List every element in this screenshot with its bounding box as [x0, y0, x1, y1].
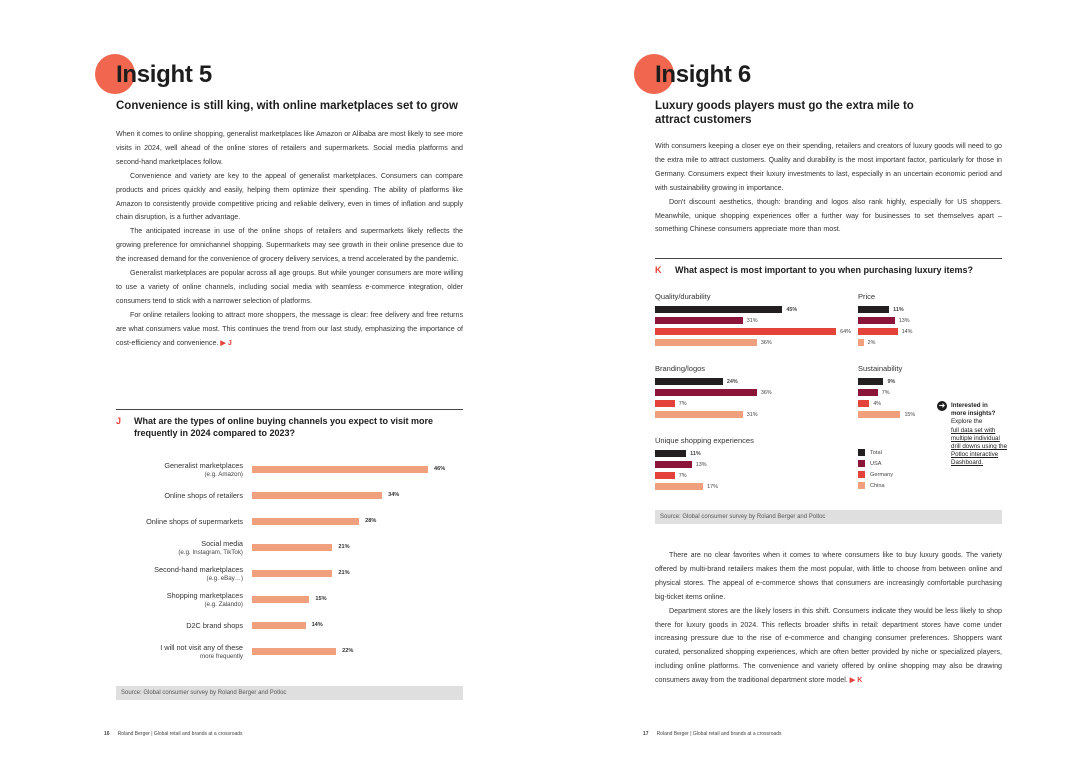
bar — [655, 411, 743, 418]
legend-label: Total — [870, 450, 882, 456]
value-label: 45% — [786, 307, 798, 313]
paragraph: For online retailers looking to attract more shoppers, the message is clear: free delivery and free returns are what consumers value most. This continues the trend from our last study, emphasizing the importance of cost-efficiency and convenience. — [116, 310, 463, 347]
value-label: 31% — [746, 412, 758, 418]
legend-swatch — [858, 449, 865, 456]
legend-swatch — [858, 460, 865, 467]
legend-item — [858, 471, 893, 479]
category-sublabel: (e.g. Zalando) — [204, 601, 243, 608]
category-label: Online shops of retailers — [164, 491, 243, 500]
value-label: 46% — [434, 466, 446, 472]
value-label: 11% — [893, 307, 904, 313]
paragraph: Don't discount aesthetics, though: branding and logos also rank highly, especially for US shoppers. Meanwhile, unique shopping experiences offer a further way for businesses to set themselves apart – something Chinese consumers appreciate more than most. — [655, 197, 1002, 234]
panel-title: Branding/logos — [655, 364, 706, 373]
legend-label: USA — [870, 461, 882, 467]
bar — [655, 306, 782, 313]
chart-source: Source: Global consumer survey by Roland Berger and Potloc — [116, 686, 463, 700]
cta-line: Explore the — [951, 418, 983, 426]
value-label: 34% — [388, 492, 400, 498]
body-text — [655, 549, 1002, 688]
chart-letter: J — [116, 416, 122, 426]
value-label: 9% — [887, 379, 896, 385]
paragraph: The anticipated increase in use of the online shops of retailers and supermarkets likely reflects the growing preference for omnichannel shopping. Supermarkets may see growth in their online presence due to the increased demand for the convenience of grocery delivery services, a trend accelerated by the pandemic. — [116, 227, 463, 264]
cta-line: Interested in — [951, 402, 988, 409]
legend-swatch — [858, 482, 865, 489]
value-label: 2% — [867, 340, 876, 346]
paragraph: With consumers keeping a closer eye on their spending, retailers and creators of luxury goods will need to go the extra mile to attract customers. Quality and durability is the most important factor, particularly for those in Germany. Consumers expect their luxury investments to last, especially in an uncertain economic period and with sustainability growing in importance. — [655, 142, 1002, 192]
legend-label: China — [870, 483, 885, 489]
category-label: Second-hand marketplaces (e.g. eBay…) — [83, 565, 243, 583]
value-label: 21% — [338, 570, 350, 576]
chart-reference-link[interactable]: ▶ J — [220, 338, 232, 347]
page-number: 17 — [643, 731, 649, 737]
chart-source: Source: Global consumer survey by Roland Berger and Potloc — [655, 510, 1002, 524]
value-label: 14% — [311, 622, 323, 628]
value-label: 64% — [840, 329, 851, 335]
bar — [655, 450, 686, 457]
legend-item — [858, 449, 882, 457]
bar — [655, 389, 757, 396]
page-number: 16 — [104, 731, 110, 737]
cta-line: more insights? — [951, 410, 996, 418]
page-subtitle: Luxury goods players must go the extra mile to attract customers — [655, 100, 914, 126]
insight-title: Insight 6 — [655, 61, 751, 88]
category-sublabel: (e.g. eBay…) — [206, 575, 243, 582]
bar — [858, 317, 895, 324]
bar — [655, 328, 836, 335]
bar — [858, 339, 864, 346]
value-label: 15% — [904, 412, 916, 418]
value-label: 31% — [746, 318, 758, 324]
category-label: Social media (e.g. Instagram, TikTok) — [83, 539, 243, 557]
bar — [655, 483, 703, 490]
value-label: 22% — [342, 648, 354, 654]
category-label: Shopping marketplaces (e.g. Zalando) — [83, 591, 243, 609]
chart-letter: K — [655, 265, 662, 275]
bar — [655, 472, 675, 479]
paragraph: Generalist marketplaces are popular across all age groups. But while younger consumers are more willing to use a variety of online channels, including social media with seamless e-commerce integration, older consumers tend to stick with a narrower selection of platforms. — [116, 269, 463, 305]
bar — [655, 400, 675, 407]
panel-title: Sustainability — [858, 364, 903, 373]
legend-swatch — [858, 471, 865, 478]
bar — [858, 411, 900, 418]
paragraph: There are no clear favorites when it comes to where consumers like to buy luxury goods. The variety offered by multi-brand retailers makes them the most popular, with little to choose from between online and physical stores. The appeal of e-commerce shows that consumers are increasingly comfortable purchasing big-ticket items online. — [655, 551, 1002, 601]
value-label: 36% — [760, 340, 772, 346]
category-sublabel: (e.g. Instagram, TikTok) — [178, 549, 243, 556]
bar — [655, 461, 692, 468]
category-sublabel: more frequently — [200, 653, 243, 660]
chart-title: What are the types of online buying channels you expect to visit more frequently in 2024 compared to 2023? — [134, 416, 434, 438]
value-label: 7% — [881, 390, 890, 396]
chart-title: What aspect is most important to you when purchasing luxury items? — [675, 265, 974, 275]
value-label: 21% — [338, 544, 350, 550]
value-label: 36% — [760, 390, 772, 396]
dashboard-link[interactable]: full data set with multiple individual drill downs using the Potloc interactive Dashboard. — [951, 426, 1008, 467]
page-subtitle: Convenience is still king, with online marketplaces set to grow — [116, 100, 458, 112]
paragraph: Department stores are the likely losers in this shift. Consumers indicate they would be less likely to shop there for luxury goods in 2024. This reflects broader shifts in retail: department stores have come under increasing pressure due to the rise of e-commerce and changing consumer preferences. Shoppers want curated, personalized shopping experiences, which are often better provided by niche or specialized players, including online platforms. The convenience and variety offered by online shopping may also be drawing consumers away from the traditional department store model. — [655, 606, 1002, 685]
footer-text: Roland Berger | Global retail and brands at a crossroads — [117, 731, 243, 737]
bar — [858, 389, 878, 396]
category-label: I will not visit any of these more frequently — [83, 643, 243, 661]
bar — [858, 378, 883, 385]
paragraph: Convenience and variety are key to the appeal of generalist marketplaces. Consumers can compare products and prices quickly and easily, helping them optimize their spending. The ability of platforms like Amazon to consistently provide competitive pricing and reliable delivery, even in times of inflation and supply chain disruption, is a further advantage. — [116, 171, 463, 222]
panel-title: Quality/durability — [655, 292, 711, 301]
insight-title: Insight 5 — [116, 61, 212, 88]
category-sublabel: (e.g. Amazon) — [204, 471, 243, 478]
value-label: 7% — [678, 473, 687, 479]
value-label: 14% — [901, 329, 913, 335]
value-label: 15% — [315, 596, 327, 602]
value-label: 4% — [873, 401, 882, 407]
footer-text: Roland Berger | Global retail and brands at a crossroads — [656, 731, 782, 737]
value-label: 13% — [898, 318, 910, 324]
panel-title: Unique shopping experiences — [655, 436, 754, 445]
insights-cta — [951, 402, 1011, 468]
panel-title: Price — [858, 292, 876, 301]
value-label: 17% — [707, 484, 718, 490]
bar — [655, 339, 757, 346]
chart-reference-link[interactable]: ▶ K — [849, 676, 863, 685]
category-label: Online shops of supermarkets — [146, 517, 243, 526]
value-label: 11% — [690, 451, 701, 457]
bar — [858, 400, 869, 407]
bar — [858, 328, 898, 335]
category-label: D2C brand shops — [186, 621, 243, 630]
value-label: 13% — [695, 462, 707, 468]
value-label: 7% — [678, 401, 687, 407]
value-label: 24% — [726, 379, 738, 385]
legend-item — [858, 482, 885, 490]
legend-item — [858, 460, 882, 468]
page-footer — [643, 731, 782, 737]
bar — [655, 317, 743, 324]
paragraph: When it comes to online shopping, generalist marketplaces like Amazon or Alibaba are most likely to see more visits in 2024, well ahead of the online stores of retailers and supermarkets. Social media platforms and second-hand marketplaces follow. — [116, 130, 463, 166]
bar — [858, 306, 889, 313]
legend-label: Germany — [870, 472, 894, 478]
bar — [655, 378, 723, 385]
arrow-right-icon[interactable]: ➜ — [938, 401, 946, 410]
category-label: Generalist marketplaces (e.g. Amazon) — [83, 461, 243, 479]
value-label: 28% — [365, 518, 377, 524]
